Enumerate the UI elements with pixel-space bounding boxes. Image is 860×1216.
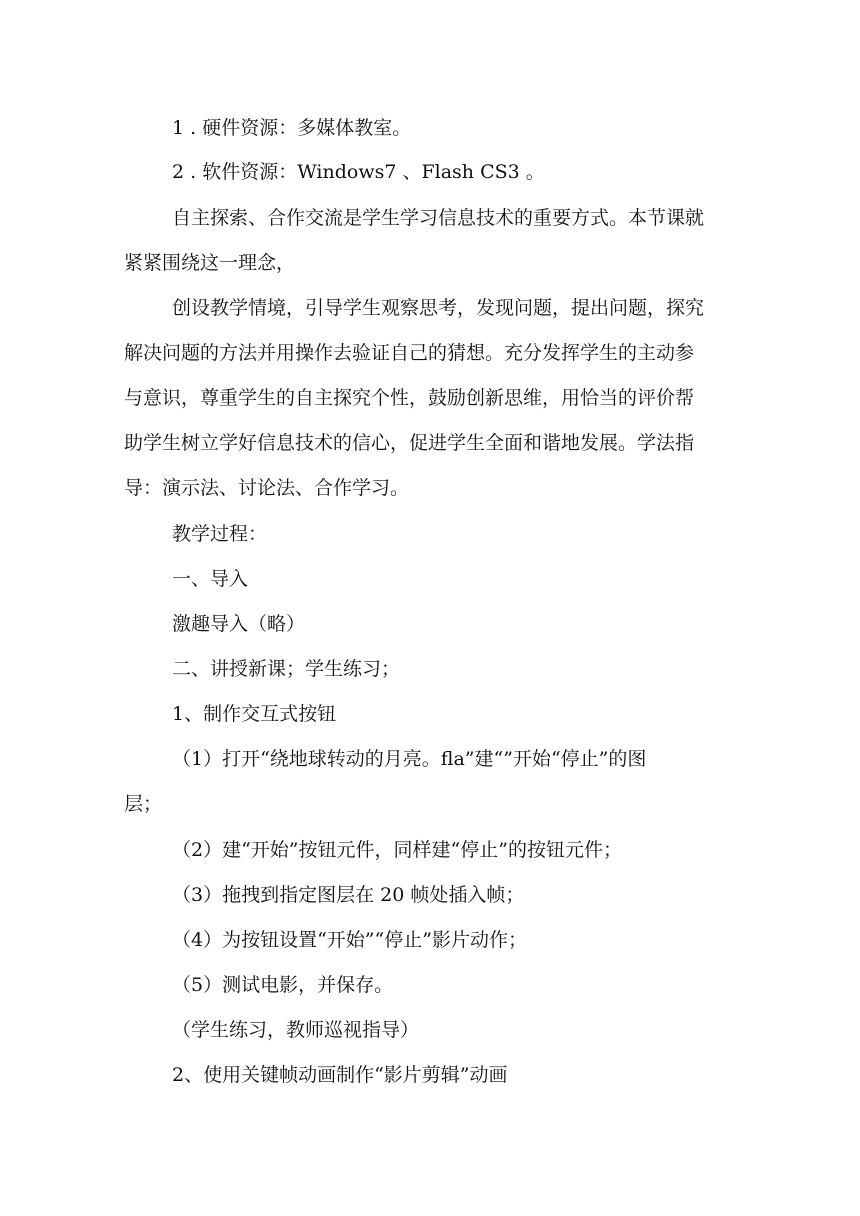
section-heading: 教学过程： — [172, 523, 268, 545]
paragraph-line: 紧紧围绕这一理念， — [124, 252, 296, 274]
paragraph-line: 助学生树立学好信息技术的信心，促进学生全面和谐地发展。学法指 — [124, 432, 695, 454]
software-resource-line: 2 . 软件资源：Windows7 、Flash CS3 。 — [172, 161, 545, 183]
paragraph-line: 与意识，尊重学生的自主探究个性，鼓励创新思维，用恰当的评价帮 — [124, 387, 695, 409]
paragraph-line: 导：演示法、讨论法、合作学习。 — [124, 477, 410, 499]
step-line: （2）建“开始”按钮元件，同样建“停止”的按钮元件； — [172, 839, 622, 861]
paragraph-line: 创设教学情境，引导学生观察思考，发现问题，提出问题，探究 — [172, 297, 705, 319]
section-heading: 二、讲授新课；学生练习； — [172, 658, 401, 680]
section-line: 激趣导入（略） — [172, 613, 306, 635]
step-heading: 2、使用关键帧动画制作“影片剪辑”动画 — [172, 1064, 508, 1086]
section-heading: 一、导入 — [172, 568, 249, 590]
paragraph-line: 自主探索、合作交流是学生学习信息技术的重要方式。本节课就 — [172, 207, 705, 229]
step-line: （1）打开“绕地球转动的月亮。fla”建“”开始“停止”的图 — [172, 748, 647, 770]
note-line: （学生练习，教师巡视指导） — [172, 1019, 420, 1041]
step-heading: 1、制作交互式按钮 — [172, 703, 337, 725]
paragraph-line: 解决问题的方法并用操作去验证自己的猜想。充分发挥学生的主动参 — [124, 342, 695, 364]
step-line: 层； — [124, 793, 163, 815]
hardware-resource-line: 1 . 硬件资源：多媒体教室。 — [172, 117, 412, 139]
step-line: （4）为按钮设置“开始”“停止”影片动作； — [172, 929, 527, 951]
step-line: （5）测试电影，并保存。 — [172, 974, 394, 996]
step-line: （3）拖拽到指定图层在 20 帧处插入帧； — [172, 884, 525, 906]
